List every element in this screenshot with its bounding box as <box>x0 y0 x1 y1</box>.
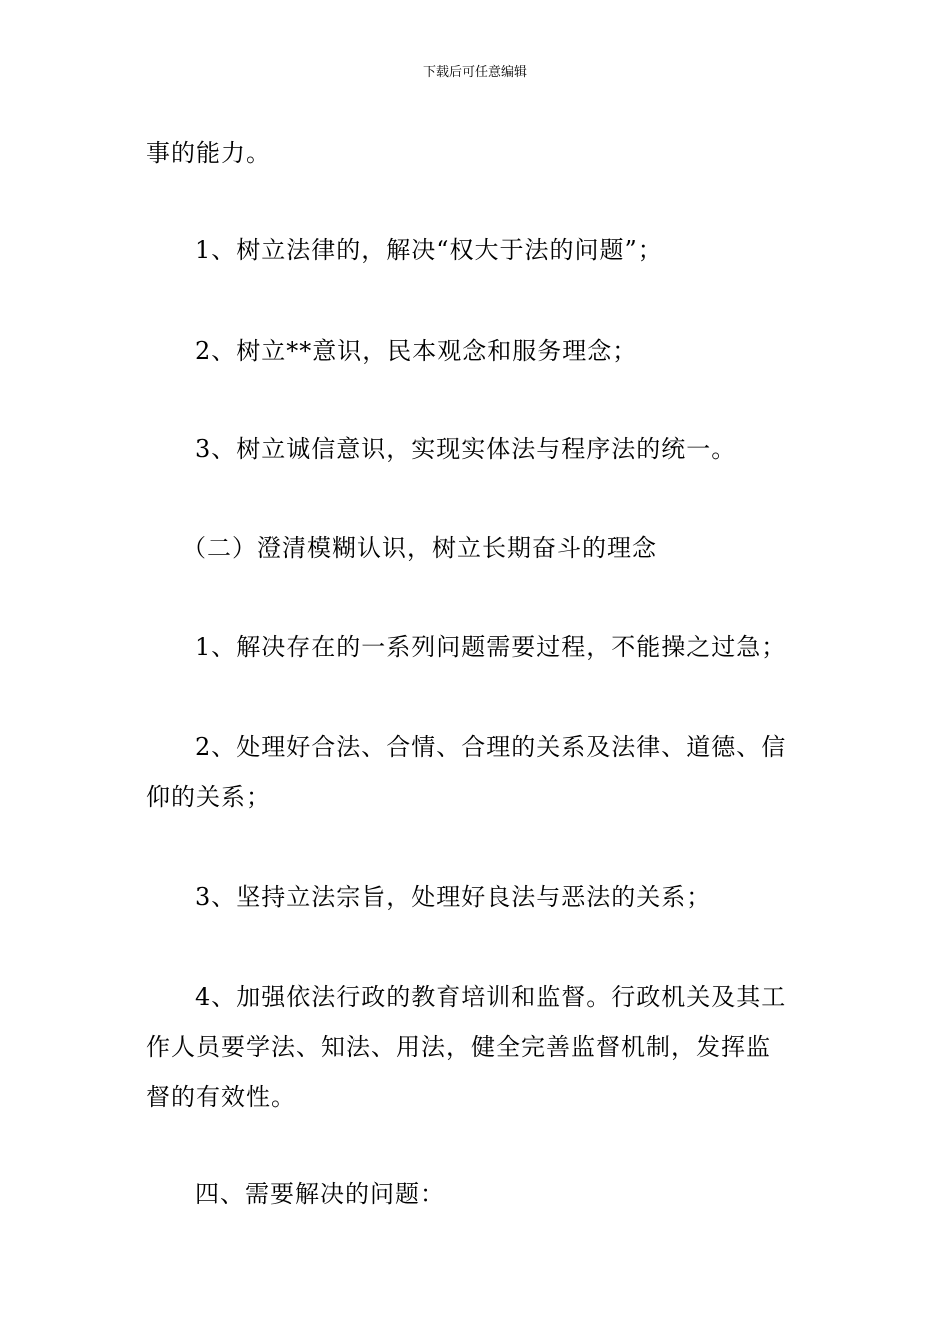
paragraph-line: 4、加强依法行政的教育培训和监督。行政机关及其工 <box>195 983 787 1011</box>
paragraph-line: 作人员要学法、知法、用法，健全完善监督机制，发挥监 <box>146 1033 771 1061</box>
list-item: 1、树立法律的，解决“权大于法的问题”； <box>195 236 663 264</box>
page-header: 下载后可任意编辑 <box>422 65 527 80</box>
list-item: 3、坚持立法宗旨，处理好良法与恶法的关系； <box>195 883 712 911</box>
list-item-multiline <box>146 722 810 822</box>
section-heading: 四、需要解决的问题： <box>195 1180 445 1208</box>
list-item: 3、树立诚信意识，实现实体法与程序法的统一。 <box>195 435 737 463</box>
list-item-multiline <box>146 972 810 1122</box>
paragraph-line: 仰的关系； <box>146 783 271 811</box>
paragraph-line: 督的有效性。 <box>146 1083 296 1111</box>
paragraph-continuation: 事的能力。 <box>146 139 271 167</box>
list-item: 2、树立**意识，民本观念和服务理念； <box>195 337 638 365</box>
paragraph-line: 2、处理好合法、合情、合理的关系及法律、道德、信 <box>195 733 787 761</box>
list-item: 1、解决存在的一系列问题需要过程，不能操之过急； <box>195 633 787 661</box>
section-subheading: （二）澄清模糊认识，树立长期奋斗的理念 <box>182 534 657 562</box>
